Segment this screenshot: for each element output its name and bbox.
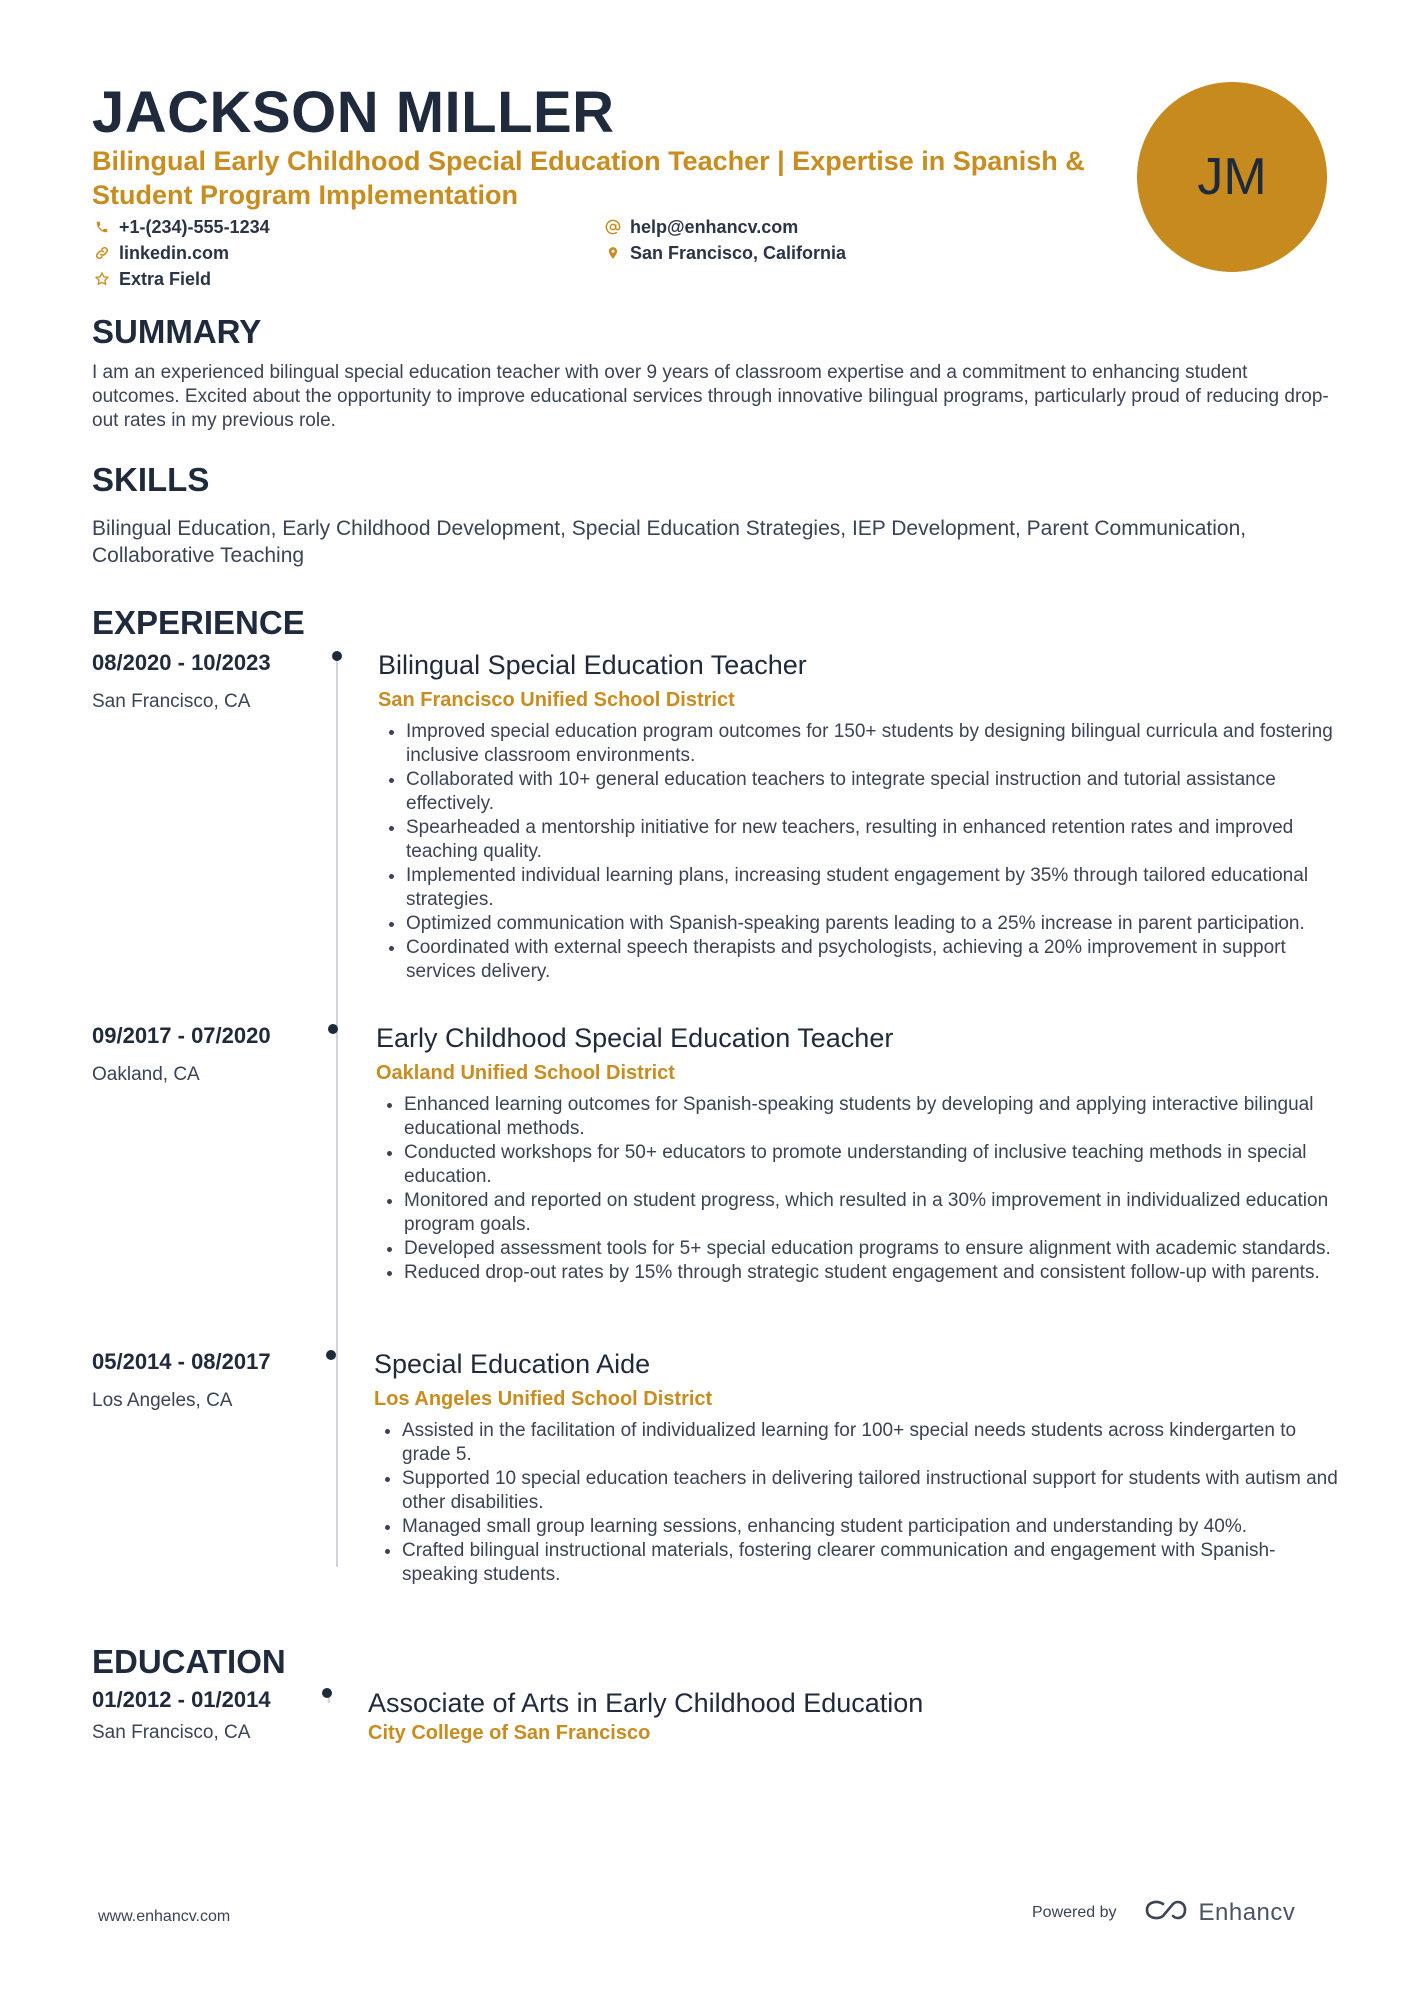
list-item: • Coordinated with external speech therapists and psychologists, achieving a 20% improvement in support services delivery. (406, 936, 1346, 984)
footer-branding[interactable] (1032, 1898, 1295, 1927)
job-location: Oakland, CA (92, 1064, 200, 1085)
list-item: • Spearheaded a mentorship initiative for new teachers, resulting in enhanced retention rates and improved teaching quality. (406, 816, 1346, 864)
list-item: • Supported 10 special education teachers in delivering tailored instructional support for students with autism and other disabilities. (402, 1467, 1342, 1515)
list-item: • Improved special education program outcomes for 150+ students by designing bilingual curricula and fostering inclusive classroom environments. (406, 720, 1346, 768)
list-item: • Enhanced learning outcomes for Spanish-speaking students by developing and applying interactive bilingual educational methods. (404, 1093, 1354, 1141)
summary-text: I am an experienced bilingual special education teacher with over 9 years of classroom expertise and a commitment to enhancing student outcomes. Excited about the opportunity to improve educational services through innovative bilingual programs, particularly proud of reducing drop-out rates in my previous role. (92, 362, 1329, 431)
contact-location (603, 241, 846, 265)
email-text: help@enhancv.com (630, 216, 799, 237)
education-dates: 01/2012 - 01/2014 (92, 1687, 271, 1712)
list-item: • Monitored and reported on student progress, which resulted in a 30% improvement in individualized education program goals. (404, 1189, 1354, 1237)
list-item: • Collaborated with 10+ general education teachers to integrate special instruction and tutorial assistance effectively. (406, 768, 1346, 816)
avatar-initials: JM (1197, 148, 1267, 206)
contact-extra (92, 267, 211, 291)
footer-website[interactable]: www.enhancv.com (98, 1908, 231, 1925)
timeline-dot (332, 651, 342, 661)
list-item: • Crafted bilingual instructional materials, fostering clearer communication and engagement with Spanish-speaking students. (402, 1539, 1342, 1587)
candidate-name: JACKSON MILLER (92, 80, 615, 145)
contact-phone[interactable] (92, 215, 270, 239)
powered-by-label: Powered by (1032, 1903, 1117, 1921)
job-title: Special Education Aide (374, 1349, 651, 1379)
timeline-dot (328, 1024, 338, 1034)
phone-icon (92, 217, 112, 237)
degree-title: Associate of Arts in Early Childhood Education (368, 1688, 924, 1718)
enhancv-logo-icon (1143, 1898, 1189, 1927)
job-bullets (380, 720, 1346, 984)
school-name: City College of San Francisco (368, 1722, 651, 1744)
extra-text: Extra Field (119, 268, 212, 289)
star-icon (92, 269, 112, 289)
list-item: • Developed assessment tools for 5+ special education programs to ensure alignment with academic standards. (404, 1237, 1354, 1261)
contact-linkedin[interactable] (92, 241, 229, 265)
job-company: San Francisco Unified School District (378, 689, 735, 711)
job-location: San Francisco, CA (92, 691, 251, 712)
list-item: • Conducted workshops for 50+ educators to promote understanding of inclusive teaching methods in special education. (404, 1141, 1354, 1189)
job-bullets (378, 1093, 1354, 1285)
candidate-headline: Bilingual Early Childhood Special Education Teacher | Expertise in Spanish & Student Program Implementation (92, 146, 1085, 210)
job-company: Oakland Unified School District (376, 1062, 675, 1084)
list-item: • Managed small group learning sessions, enhancing student participation and understanding by 40%. (402, 1515, 1342, 1539)
job-title: Bilingual Special Education Teacher (378, 650, 807, 680)
summary-heading: SUMMARY (92, 313, 262, 350)
experience-timeline (336, 652, 338, 1567)
list-item: • Reduced drop-out rates by 15% through strategic student engagement and consistent follow-up with parents. (404, 1261, 1354, 1285)
list-item: • Implemented individual learning plans, increasing student engagement by 35% through tailored educational strategies. (406, 864, 1346, 912)
contact-email[interactable] (603, 215, 798, 239)
experience-heading: EXPERIENCE (92, 604, 305, 641)
brand-name: Enhancv (1198, 1898, 1296, 1926)
job-title: Early Childhood Special Education Teacher (376, 1023, 894, 1053)
timeline-dot (326, 1350, 336, 1360)
skills-text: Bilingual Education, Early Childhood Development, Special Education Strategies, IEP Development, Parent Communication, Collaborative Teaching (92, 517, 1247, 567)
job-bullets (376, 1419, 1342, 1587)
list-item: • Optimized communication with Spanish-speaking parents leading to a 25% increase in parent participation. (406, 912, 1346, 936)
timeline-dot (322, 1688, 332, 1698)
avatar (1137, 82, 1327, 272)
link-icon (92, 243, 112, 263)
skills-heading: SKILLS (92, 461, 210, 498)
education-heading: EDUCATION (92, 1643, 286, 1680)
map-pin-icon (603, 243, 623, 263)
linkedin-text: linkedin.com (119, 242, 230, 263)
list-item: • Assisted in the facilitation of individualized learning for 100+ special needs students across kindergarten to grade 5. (402, 1419, 1342, 1467)
job-dates: 05/2014 - 08/2017 (92, 1349, 271, 1374)
education-location: San Francisco, CA (92, 1722, 251, 1743)
location-text: San Francisco, California (630, 242, 847, 263)
job-dates: 09/2017 - 07/2020 (92, 1023, 271, 1048)
job-company: Los Angeles Unified School District (374, 1388, 713, 1410)
job-location: Los Angeles, CA (92, 1390, 233, 1411)
phone-text: +1-(234)-555-1234 (119, 216, 270, 237)
at-icon (603, 217, 623, 237)
job-dates: 08/2020 - 10/2023 (92, 650, 271, 675)
